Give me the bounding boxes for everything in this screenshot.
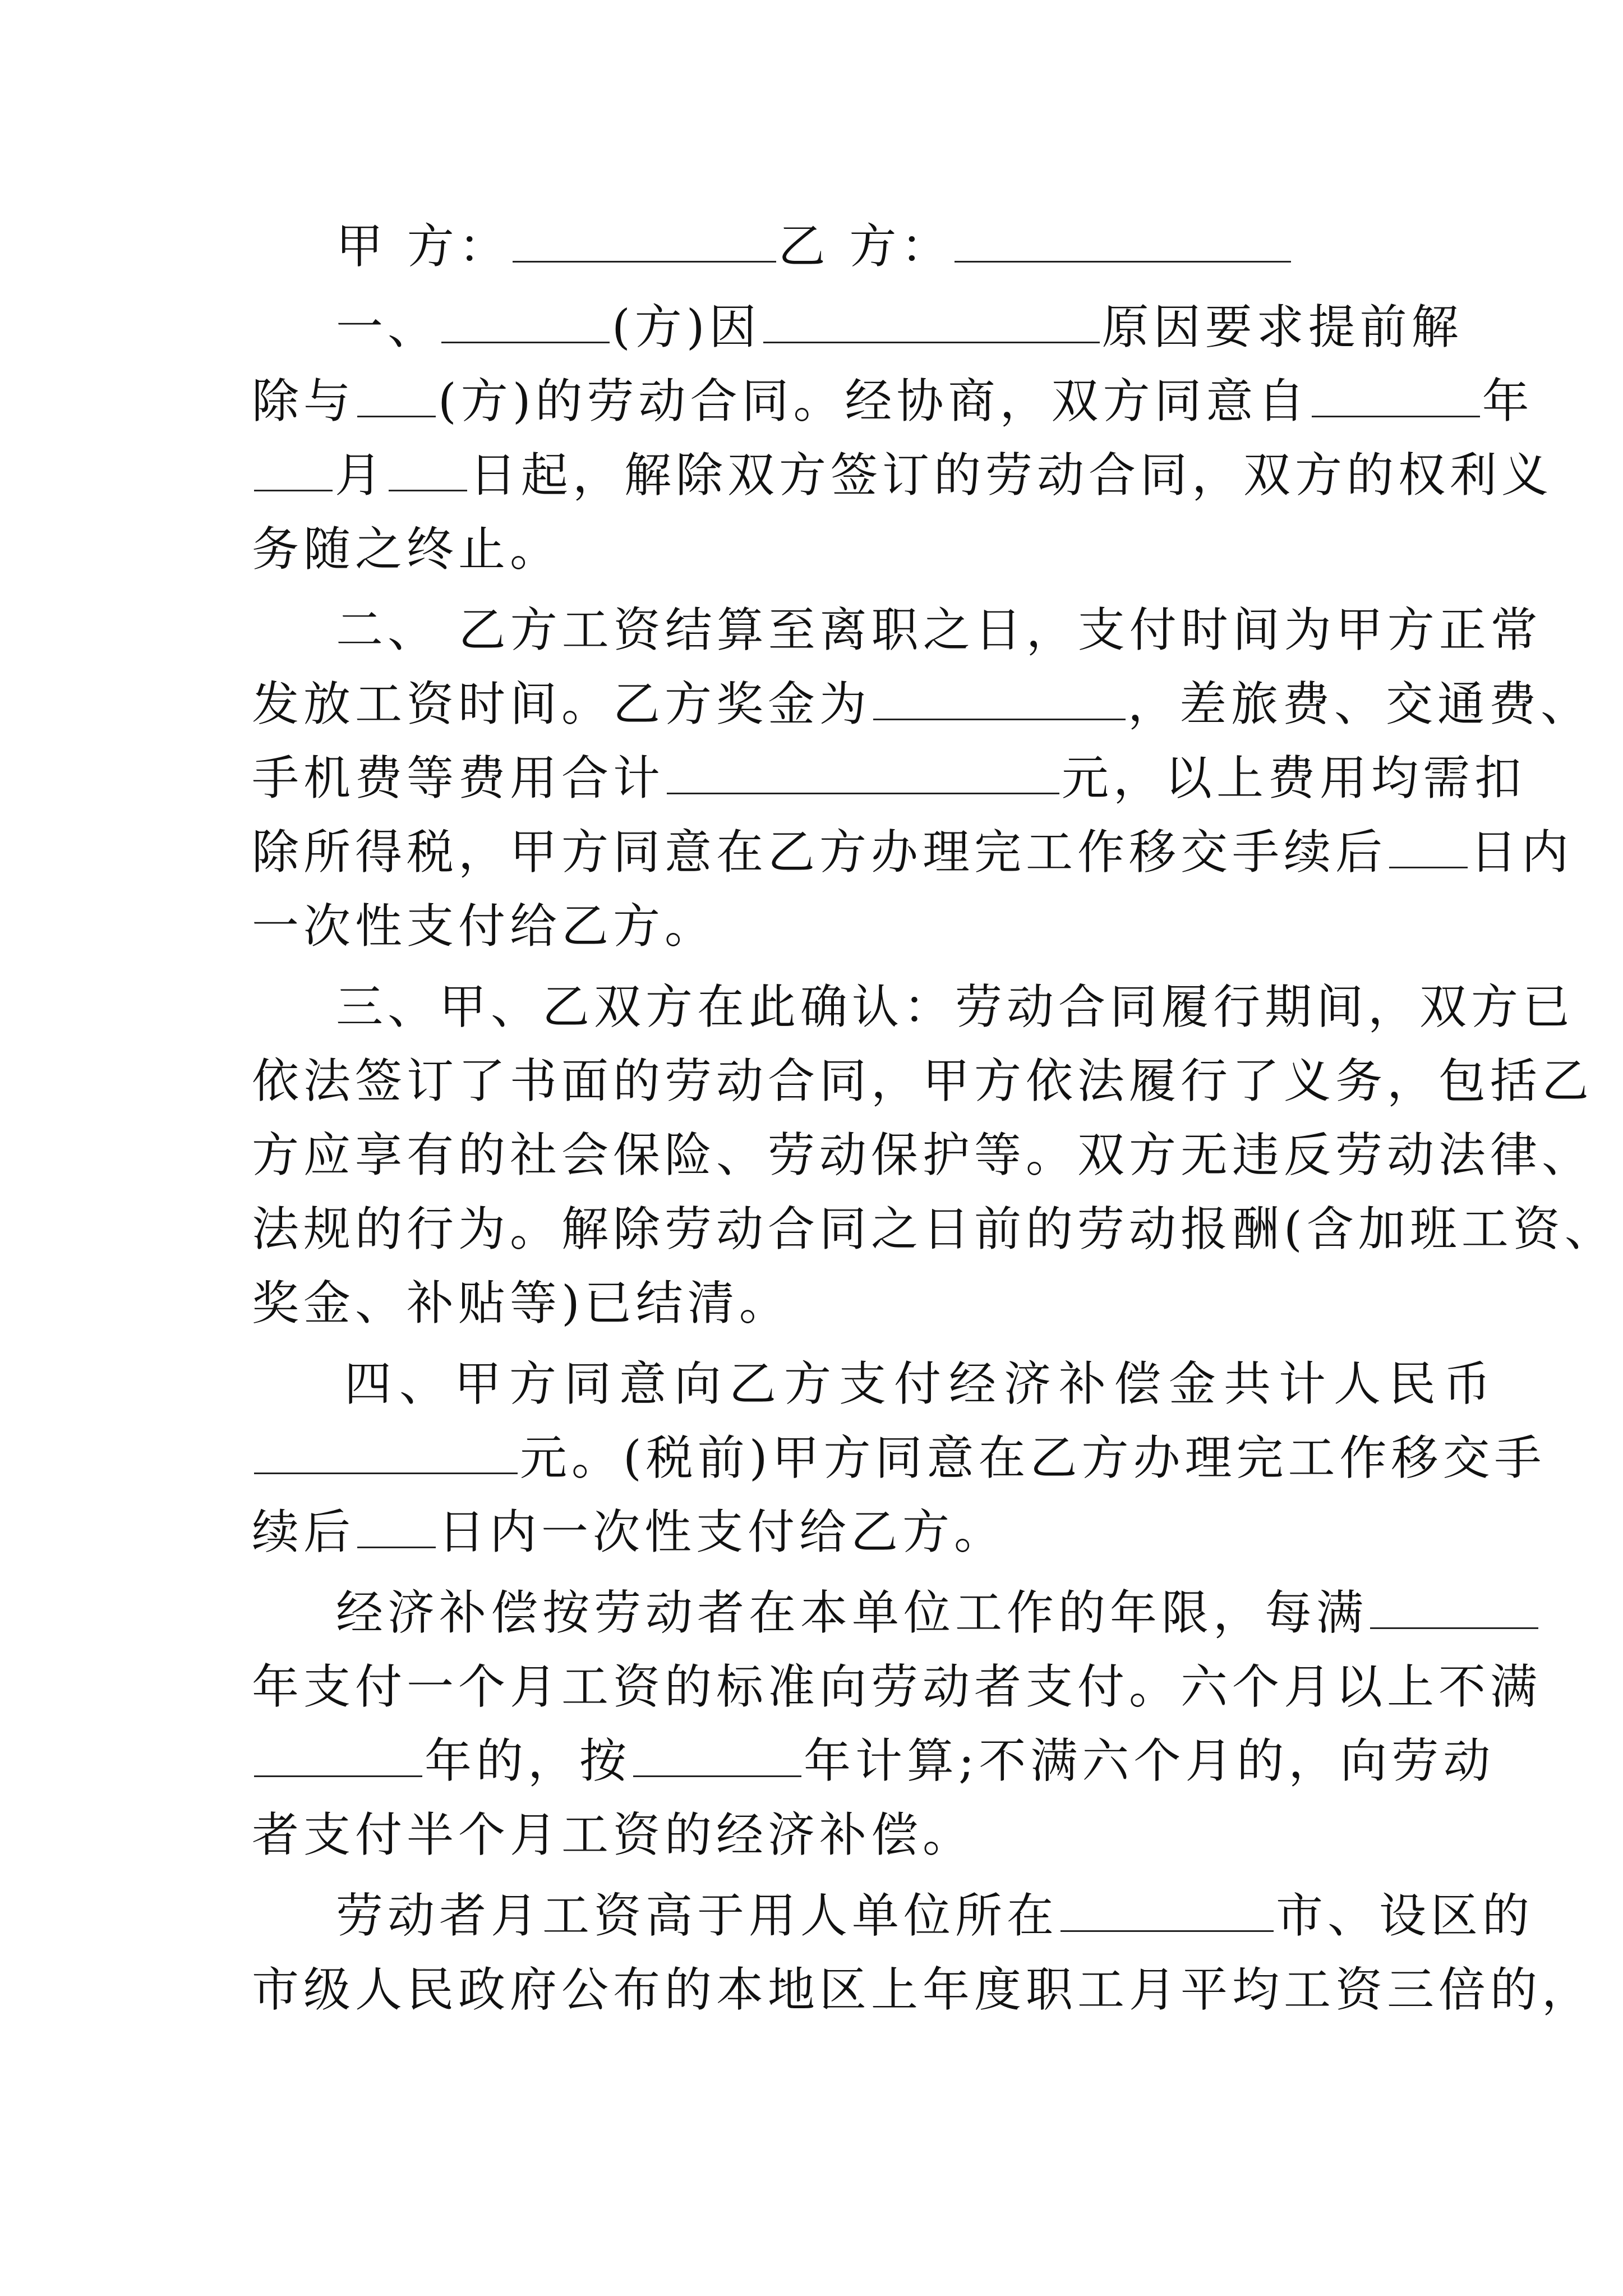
clause1-line2 [252,364,1534,438]
clause4-text: 续后 [252,1504,356,1559]
blank [441,300,610,343]
high-wage-text: 市级人民政府公布的本地区上年度职工月平均工资三倍的， [252,1962,1594,2017]
clause3-line3 [252,1118,1594,1192]
clause1-text: 除与 [252,374,356,429]
clause4-text: 元。(税前)甲方同意在乙方办理完工作移交手 [520,1430,1546,1485]
clause4-line2 [252,1421,1546,1495]
compensation-line4 [252,1798,1385,1872]
clause1-text: (方)的劳动合同。经协商，双方同意自 [438,374,1310,429]
compensation-text: 年的，按 [425,1733,631,1788]
blank [763,300,1100,343]
clause1-text: 月 [335,448,387,503]
clause2-text: 除所得税，甲方同意在乙方办理完工作移交手续后 [252,825,1387,880]
party-b-label: 乙 方： [778,219,953,274]
blank [254,1734,422,1777]
clause1-line4 [252,512,1385,586]
high-wage-line2 [252,1953,1594,2027]
compensation-text: 经济补偿按劳动者在本单位工作的年限，每满 [336,1585,1368,1640]
clause2-line2 [252,667,1593,741]
high-wage-line1 [252,1879,1534,1953]
compensation-line3 [252,1724,1495,1798]
blank [1312,374,1480,417]
blank [1389,825,1468,868]
clause3-line5 [252,1266,1385,1340]
clause2-line5 [252,889,1385,963]
blank [1061,1889,1274,1932]
clause2-text: 元，以上费用均需扣 [1062,751,1527,806]
clause4-text: 日内一次性支付给乙方。 [438,1504,1006,1559]
compensation-line1 [252,1576,1385,1650]
blank [873,677,1126,720]
clause2-line4 [252,815,1574,889]
clause2-text: 日内 [1470,825,1574,880]
party-b-blank [955,219,1291,263]
clause1-line1 [252,290,1463,364]
clause2-text: 一次性支付给乙方。 [252,899,717,954]
high-wage-text: 劳动者月工资高于用人单位所在 [336,1888,1059,1943]
clause4-line3 [252,1495,1385,1569]
blank [357,374,436,417]
clause2-text: 二、 乙方工资结算至离职之日，支付时间为甲方正常 [336,602,1542,657]
clause1-line3 [252,438,1553,512]
clause3-text: 方应享有的社会保险、劳动保护等。双方无违反劳动法律、 [252,1128,1594,1182]
blank [389,448,467,491]
compensation-text: 年支付一个月工资的标准向劳动者支付。六个月以上不满 [252,1659,1542,1714]
clause3-line1 [252,970,1575,1044]
party-a-blank [513,219,776,263]
clause4-line1 [252,1347,1499,1421]
clause1-text: 原因要求提前解 [1101,300,1463,355]
blank [254,1431,518,1474]
clause1-text: 一、 [336,300,440,355]
party-a-label: 甲 方： [336,219,510,274]
clause1-text: 务随之终止。 [252,522,562,577]
blank [633,1734,801,1777]
contract-body [252,209,1616,2027]
clause2-text: 发放工资时间。乙方奖金为 [252,677,872,731]
clause3-text: 奖金、补贴等)已结清。 [252,1276,791,1331]
blank [1370,1586,1538,1629]
parties-line [252,209,1385,283]
clause2-line3 [252,741,1527,815]
clause3-text: 法规的行为。解除劳动合同之日前的劳动报酬(含加班工资、 [252,1202,1616,1257]
blank [667,751,1059,794]
clause1-text: 年 [1482,374,1534,429]
high-wage-text: 市、设区的 [1276,1888,1534,1943]
clause3-line4 [252,1192,1616,1266]
compensation-line2 [252,1650,1542,1724]
clause2-line1 [252,593,1542,667]
clause3-text: 三、甲、乙双方在此确认：劳动合同履行期间，双方已 [336,979,1575,1034]
clause2-text: ，差旅费、交通费、 [1128,677,1593,731]
compensation-text: 者支付半个月工资的经济补偿。 [252,1807,975,1862]
clause2-text: 手机费等费用合计 [252,751,665,806]
compensation-text: 年计算;不满六个月的，向劳动 [804,1733,1495,1788]
blank [254,448,333,491]
blank [357,1505,436,1548]
clause3-line2 [252,1044,1594,1118]
clause1-text: (方)因 [612,300,761,355]
clause4-text: 四、甲方同意向乙方支付经济补偿金共计人民币 [344,1356,1499,1411]
clause3-text: 依法签订了书面的劳动合同，甲方依法履行了义务，包括乙 [252,1053,1594,1108]
clause1-text: 日起，解除双方签订的劳动合同，双方的权利义 [469,448,1553,503]
